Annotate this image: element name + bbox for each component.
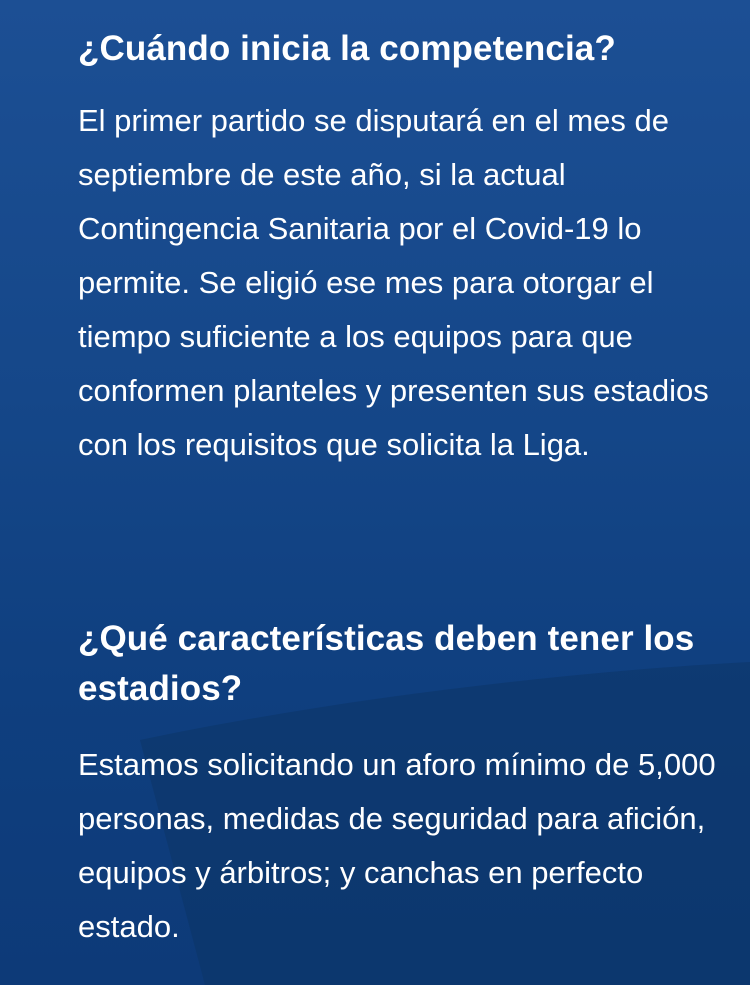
- faq-question: ¿Qué características deben tener los estadios?: [78, 619, 695, 708]
- faq-item: [78, 24, 718, 472]
- faq-item: [78, 614, 718, 954]
- faq-answer: El primer partido se disputará en el mes de septiembre de este año, si la actual Contingencia Sanitaria por el Covid-19 lo permite. Se eligió ese mes para otorgar el tiempo suficiente a los equipos para que conformen planteles y presenten sus estadios con los requisitos que solicita la Liga.: [78, 103, 709, 462]
- faq-answer: Estamos solicitando un aforo mínimo de 5,000 personas, medidas de seguridad para afición, equipos y árbitros; y canchas en perfecto estado.: [78, 747, 716, 944]
- faq-question: ¿Cuándo inicia la competencia?: [78, 29, 616, 68]
